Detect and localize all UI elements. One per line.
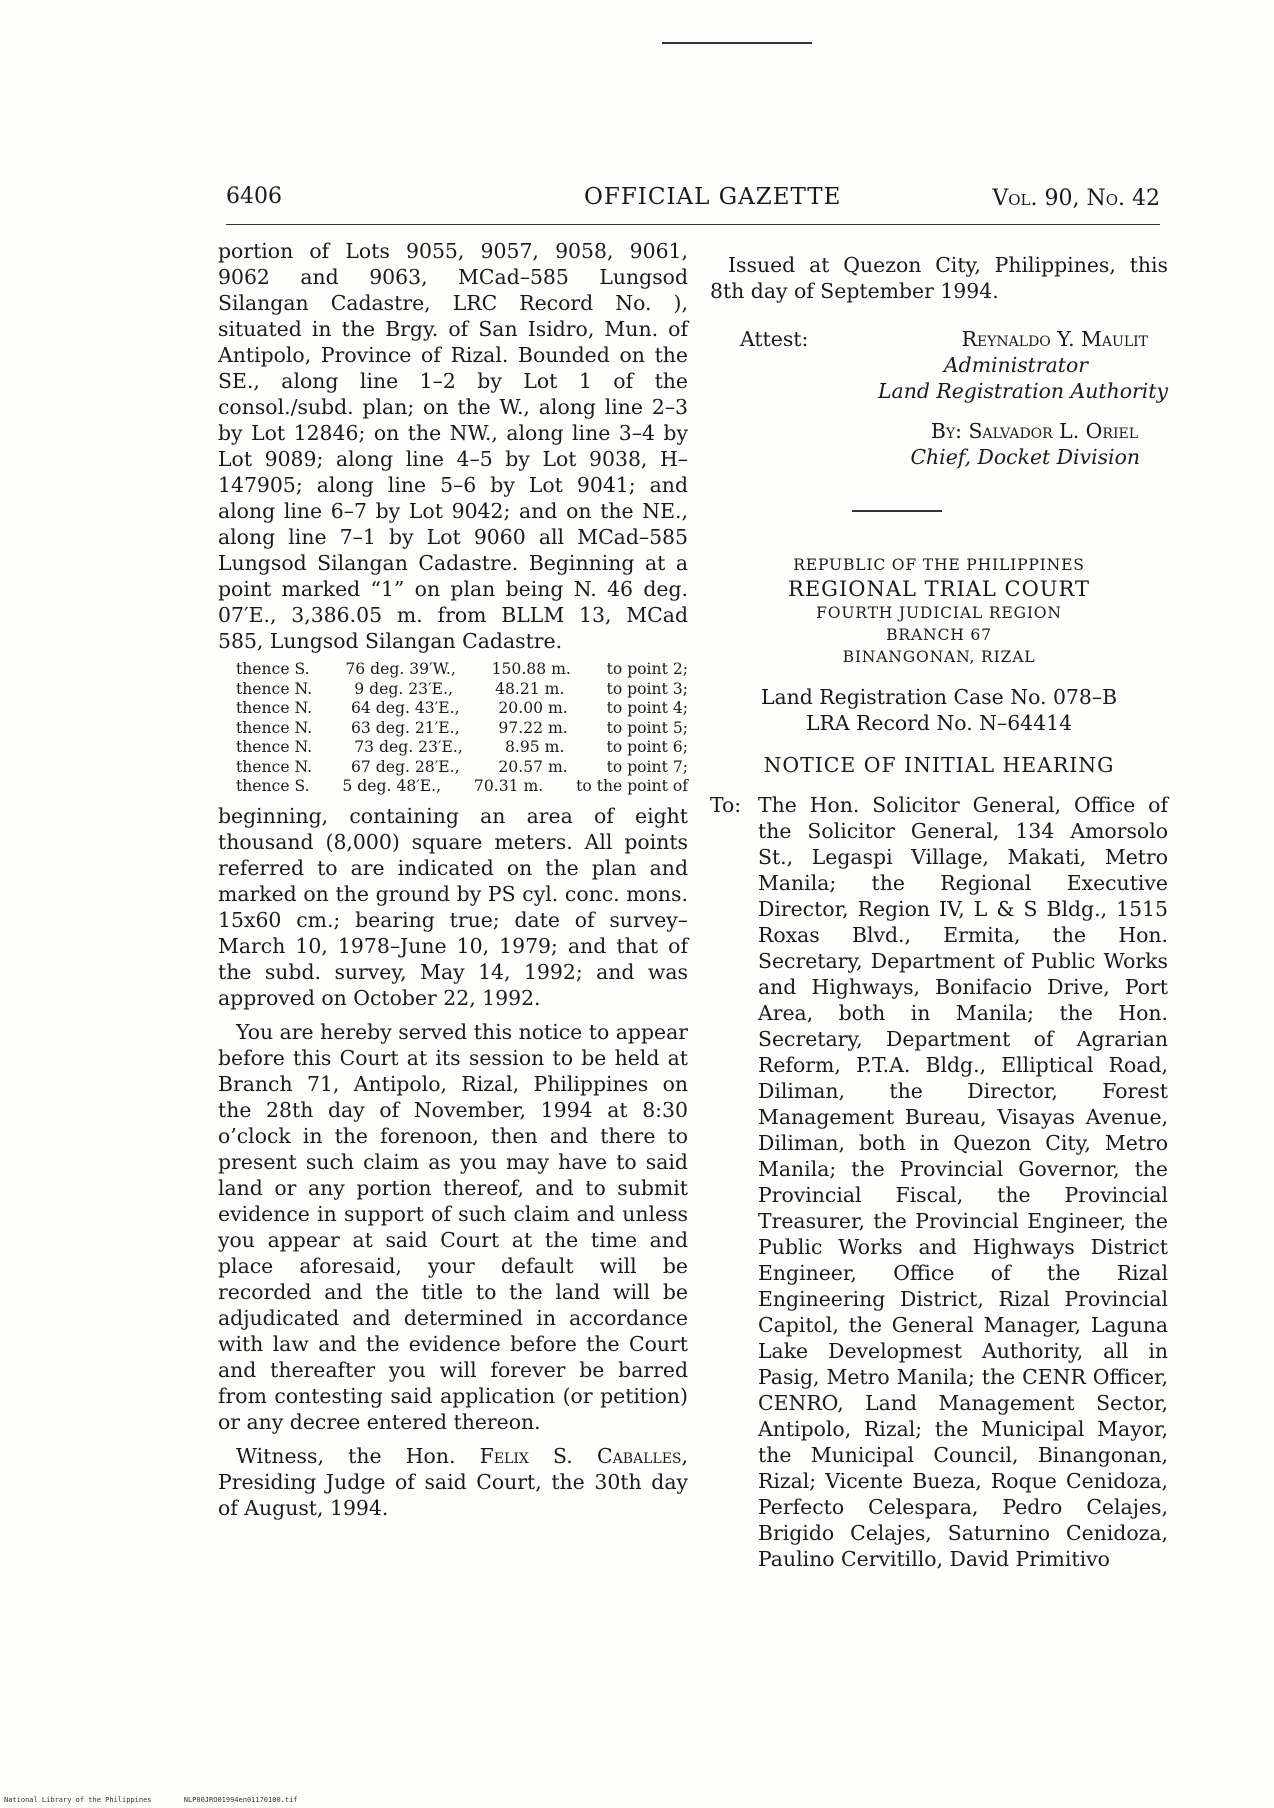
served-notice: You are hereby served this notice to appear before this Court at its session to be held at Branch 71, Antipolo, Rizal, Philippines on the 28th day of November, 1994 at 8:30 o’clock in the forenoon, then and there to present such claim as you may have to said land or any portion thereof, and to submit evidence in support of such claim and unless you appear at said Court at the time and place aforesaid, your default will be recorded and the title to the land will be adjudicated and determined in accordance with law and the evidence before the Court and thereafter you will forever be barred from contesting said application (or petition) or any decree entered thereon. [218, 1019, 688, 1434]
scan-footer [4, 1796, 326, 1804]
right-column [710, 252, 1168, 1572]
judge-name: Felix S. Caballes [479, 1443, 682, 1468]
survey-call: thence N. 63 deg. 21′E., 97.22 m. to point 5; [236, 718, 688, 737]
addressees [710, 792, 1168, 1572]
section-divider [852, 510, 942, 512]
survey-call: thence N. 73 deg. 23′E., 8.95 m. to point 6; [236, 738, 688, 756]
region-heading: FOURTH JUDICIAL REGION [816, 604, 1062, 622]
survey-call: thence N. 9 deg. 23′E., 48.21 m. to point 3; [236, 679, 688, 698]
lot-description: portion of Lots 9055, 9057, 9058, 9061, 9062 and 9063, MCad–585 Lungsod Silangan Cadastre, LRC Record No. ), situated in the Brgy. of San Isidro, Mun. of Antipolo, Province of Rizal. Bounded on the SE., along line 1–2 by Lot 1 of the consol./subd. plan; on the W., along line 2–3 by Lot 12846; on the NW., along line 3–4 by Lot 9089; along line 4–5 by Lot 9038, H–147905; along line 5–6 by Lot 9041; and along line 6–7 by Lot 9042; and on the NE., along line 7–1 by Lot 9060 all MCad–585 Lungsod Silangan Cadastre. Beginning at a point marked “1” on plan being N. 46 deg. 07′E., 3,386.05 m. from BLLM 13, MCad 585, Lungsod Silangan Cadastre. [218, 239, 688, 653]
survey-call: thence N. 64 deg. 43′E., 20.00 m. to point 4; [236, 699, 688, 717]
page-header [226, 180, 1160, 220]
by-role: Chief, Docket Division [910, 445, 1140, 469]
branch-heading: BRANCH 67 [886, 626, 992, 644]
case-number: Land Registration Case No. 078–B [760, 685, 1118, 709]
top-rule [662, 42, 812, 44]
publication-title: OFFICIAL GAZETTE [584, 184, 842, 210]
notice-title: NOTICE OF INITIAL HEARING [763, 753, 1115, 777]
place-heading: BINANGONAN, RIZAL [842, 648, 1036, 666]
court-heading: REGIONAL TRIAL COURT [788, 577, 1090, 601]
by-block [710, 418, 1168, 476]
area-description: beginning, containing an area of eight thousand (8,000) square meters. All points referred to are indicated on the plan and marked on the ground by PS cyl. conc. mons. 15x60 cm.; bearing true; date of survey–March 10, 1978–June 10, 1979; and that of the subd. survey, May 14, 1992; and was approved on October 22, 1992. [218, 803, 688, 1010]
attest-agency: Land Registration Authority [878, 379, 1168, 403]
by-name: By: Salvador L. Oriel [930, 419, 1138, 443]
to-label: To: [710, 793, 742, 817]
scan-filename: NLP00JRO01994en01170100.tif [183, 1796, 298, 1804]
survey-call: thence S. 5 deg. 48′E., 70.31 m. to the point of [236, 777, 688, 795]
issued-line: Issued at Quezon City, Philippines, this 8th day of September 1994. [710, 253, 1168, 303]
survey-calls [236, 660, 688, 797]
left-column [218, 238, 688, 1521]
volume-number: Vol. 90, No. 42 [992, 186, 1160, 211]
witness-paragraph: Witness, the Hon. Felix S. Caballes, Presiding Judge of said Court, the 30th day of August, 1994. [218, 1443, 688, 1520]
library-credit: National Library of the Philippines [4, 1796, 152, 1804]
page-number: 6406 [226, 184, 282, 209]
attest-block [710, 326, 1168, 403]
attest-label: Attest: [740, 327, 809, 351]
attest-name: Reynaldo Y. Maulit [961, 327, 1148, 351]
attest-role: Administrator [943, 353, 1088, 377]
survey-call: thence S. 76 deg. 39′W., 150.88 m. to point 2; [236, 660, 688, 678]
header-rule [226, 224, 1160, 225]
survey-call: thence N. 67 deg. 28′E., 20.57 m. to point 7; [236, 757, 688, 776]
addressee-list: The Hon. Solicitor General, Office of the Solicitor General, 134 Amorsolo St., Legaspi Village, Makati, Metro Manila; the Regional Executive Director, Region IV, L & S Bldg., 1515 Roxas Blvd., Ermita, the Hon. Secretary, Department of Public Works and Highways, Bonifacio Drive, Port Area, both in Manila; the Hon. Secretary, Department of Agrarian Reform, P.T.A. Bldg., Elliptical Road, Diliman, the Director, Forest Management Bureau, Visayas Avenue, Diliman, both in Quezon City, Metro Manila; the Provincial Governor, the Provincial Fiscal, the Provincial Treasurer, the Provincial Engineer, the Public Works and Highways District Engineer, Office of the Rizal Engineering District, Rizal Provincial Capitol, the General Manager, Laguna Lake Developmest Authority, all in Pasig, Metro Manila; the CENR Officer, CENRO, Land Management Sector, Antipolo, Rizal; the Municipal Mayor, the Municipal Council, Binangonan, Rizal; Vicente Bueza, Roque Cenidoza, Perfecto Celespara, Pedro Celajes, Brigido Celajes, Saturnino Cenidoza, Paulino Cervitillo, David Primitivo [758, 793, 1168, 1571]
republic-heading: REPUBLIC OF THE PHILIPPINES [793, 556, 1085, 574]
lra-record: LRA Record No. N–64414 [805, 711, 1073, 735]
